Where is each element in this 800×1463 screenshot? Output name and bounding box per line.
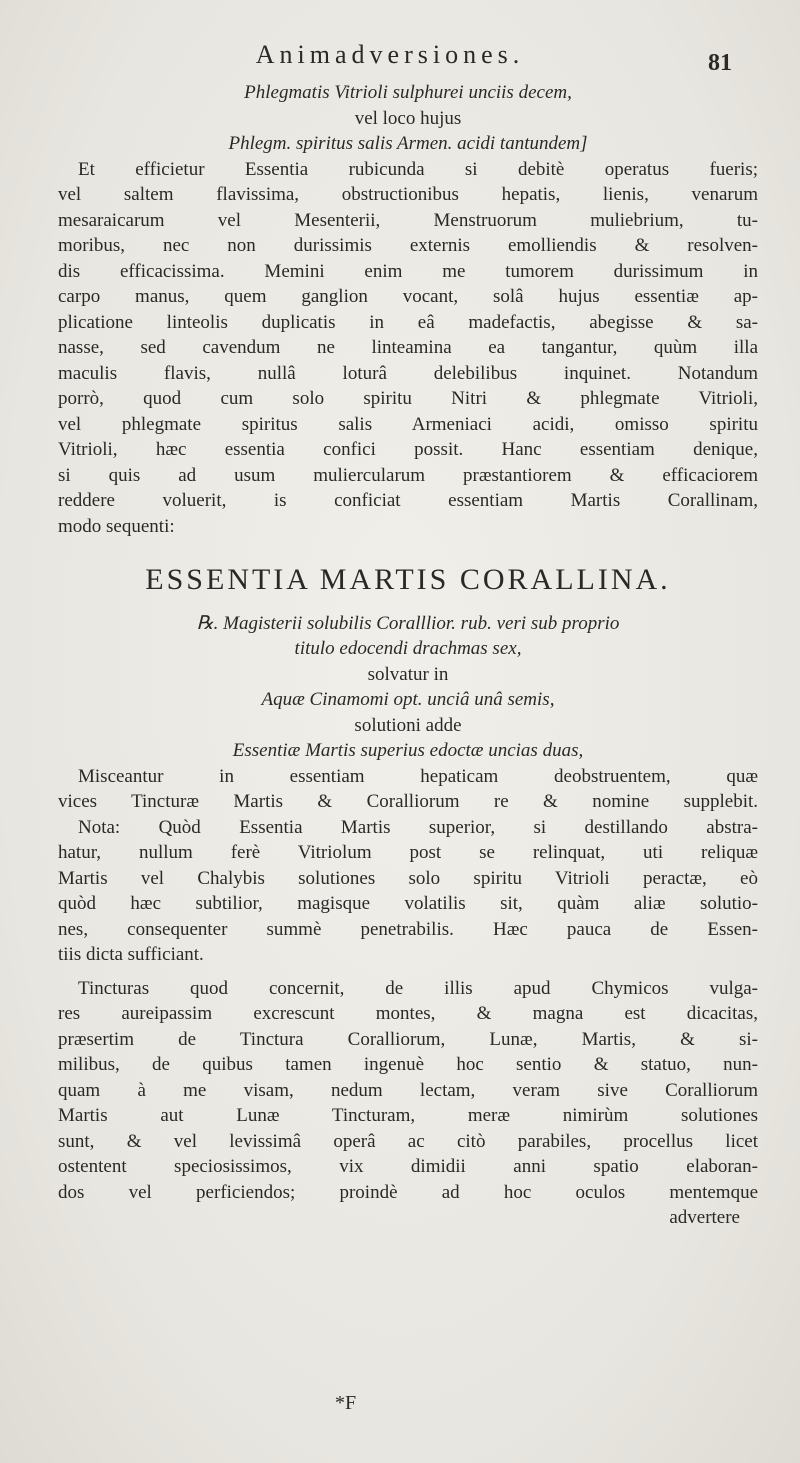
text-line: quòd hæc subtilior, magisque volatilis sit, quàm aliæ solutio- xyxy=(58,893,758,914)
text-line: quam à me visam, nedum lectam, veram sive Coralliorum xyxy=(58,1079,758,1101)
text-line: præsertim de Tinctura Coralliorum, Lunæ, Martis, & si- xyxy=(58,1028,758,1050)
text-line: nasse, sed cavendum ne linteamina ea tangantur, quùm illa xyxy=(58,337,758,358)
intro-line: Phlegmatis Vitrioli sulphurei unciis decem, xyxy=(244,82,572,103)
text-line: Nota: Quòd Essentia Martis superior, si destillando abstra- xyxy=(78,816,758,838)
text-line: Martis vel Chalybis solutiones solo spiritu Vitrioli peractæ, eò xyxy=(58,867,758,889)
text-line: res aureipassim excrescunt montes, & magna est dicacitas, xyxy=(58,1003,758,1024)
recipe-line: Aquæ Cinamomi opt. unciâ unâ semis, xyxy=(261,689,555,710)
text-line: mesaraicarum vel Mesenterii, Menstruorum muliebrium, tu- xyxy=(58,209,758,231)
text-line: Vitrioli, hæc essentia confici possit. Hanc essentiam denique, xyxy=(58,439,758,460)
text-line: dos vel perficiendos; proindè ad hoc oculos mentemque xyxy=(58,1181,758,1203)
text-line: milibus, de quibus tamen ingenuè hoc sentio & statuo, nun- xyxy=(58,1054,758,1075)
signature-mark: *F xyxy=(335,1392,357,1414)
text-line: moribus, nec non durissimis externis emolliendis & resolven- xyxy=(58,235,758,256)
text-line: nes, consequenter summè penetrabilis. Hæc pauca de Essen- xyxy=(58,918,758,940)
body-text xyxy=(58,80,758,1231)
paragraph-misceantur xyxy=(58,764,758,968)
paragraph-tincturas xyxy=(58,976,758,1206)
text-line: hatur, nullum ferè Vitriolum post se relinquat, uti reliquæ xyxy=(58,842,758,863)
catchword: advertere xyxy=(669,1207,740,1228)
intro-line: vel loco hujus xyxy=(354,107,462,129)
running-head: Animadversiones. xyxy=(255,40,525,69)
recipe-line: solutioni adde xyxy=(354,714,462,736)
text-line: Tincturas quod concernit, de illis apud Chymicos vulga- xyxy=(78,977,758,999)
text-line: ostentent speciosissimos, vix dimidii anni spatio elaboran- xyxy=(58,1156,758,1177)
text-line: sunt, & vel levissimâ operâ ac citò parabiles, procellus licet xyxy=(58,1130,758,1152)
text-line: vices Tincturæ Martis & Coralliorum re & nomine supplebit. xyxy=(58,791,758,812)
text-line: plicatione linteolis duplicatis in eâ madefactis, abegisse & sa- xyxy=(58,311,758,333)
page-number: 81 xyxy=(708,50,732,76)
text-line: vel saltem flavissima, obstructionibus hepatis, lienis, venarum xyxy=(58,184,758,205)
text-line: Et efficietur Essentia rubicunda si debitè operatus fueris; xyxy=(78,158,758,180)
text-line: modo sequenti: xyxy=(58,515,175,537)
intro-line: Phlegm. spiritus salis Armen. acidi tantundem] xyxy=(228,133,588,154)
text-line: vel phlegmate spiritus salis Armeniaci acidi, omisso spiritu xyxy=(58,413,758,435)
recipe-line: Essentiæ Martis superius edoctæ uncias duas, xyxy=(232,740,584,761)
text-line: Martis aut Lunæ Tincturam, meræ nimirùm solutiones xyxy=(58,1105,758,1126)
text-line: carpo manus, quem ganglion vocant, solâ hujus essentiæ ap- xyxy=(58,286,758,307)
text-line: si quis ad usum muliercularum præstantiorem & efficaciorem xyxy=(58,464,758,486)
text-line: maculis flavis, nullâ loturâ delebilibus inquinet. Notandum xyxy=(58,362,758,384)
text-line: tiis dicta sufficiant. xyxy=(58,944,204,965)
text-line: porrò, quod cum solo spiritu Nitri & phlegmate Vitrioli, xyxy=(58,388,758,409)
text-line: reddere voluerit, is conficiat essentiam Martis Corallinam, xyxy=(58,490,758,511)
recipe-line: solvatur in xyxy=(367,663,449,685)
recipe-line: titulo edocendi drachmas sex, xyxy=(294,638,522,659)
recipe xyxy=(58,611,758,764)
text-line: Misceantur in essentiam hepaticam deobstruentem, quæ xyxy=(78,765,758,787)
paragraph-essentia-rubicunda xyxy=(58,157,758,540)
text-line: dis efficacissima. Memini enim me tumorem durissimum in xyxy=(58,260,758,282)
recipe-line: ℞. Magisterii solubilis Coralllior. rub. veri sub proprio xyxy=(196,612,620,634)
section-heading: ESSENTIA MARTIS CORALLINA. xyxy=(145,563,671,596)
